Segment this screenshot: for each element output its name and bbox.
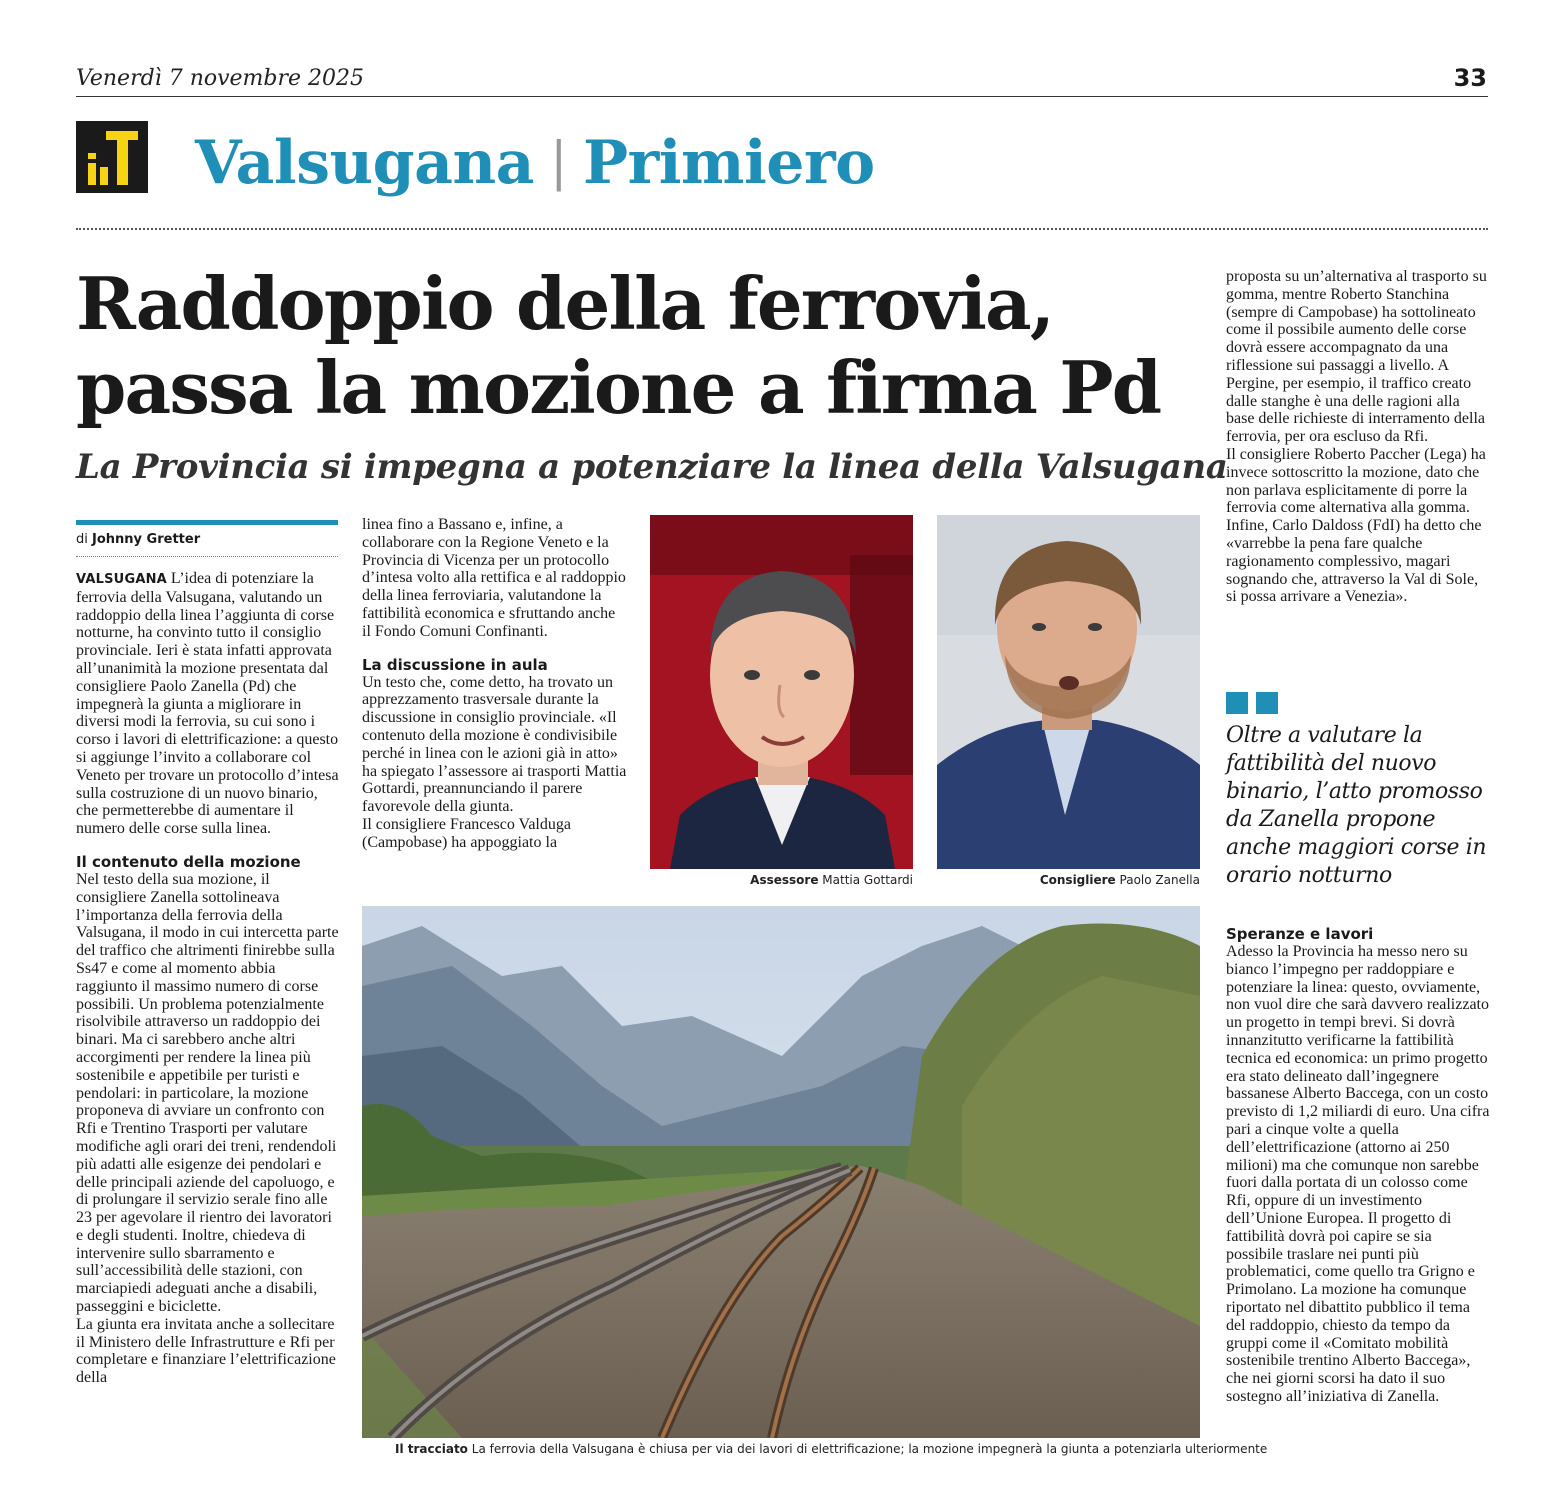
caption-label: Consigliere [1039,873,1116,887]
paragraph: Il consigliere Roberto Paccher (Lega) ha invece sottoscritto la mozione, dato che non parlava esplicitamente di porre la ferrovia come alternativa alla gomma. [1226,445,1486,517]
article-column-2 [362,516,627,852]
paragraph [76,570,340,838]
header-rule [76,96,1488,97]
photo-zanella [937,515,1200,869]
section-divider [76,228,1488,230]
caption-zanella [1040,873,1200,887]
paragraph: Nel testo della sua mozione, il consigliere Zanella sottolineava l’importanza della ferrovia della Valsugana, il modo in cui intercetta parte del traffico che altrimenti finirebbe sulla Ss47 e come al momento abbia raggiunto il massimo numero di corse possibili. Un problema potenzialmente risolvibile attraverso un raddoppio dei binari. Ma ci sarebbero anche altri accorgimenti per rendere la linea più sostenibile e appetibile per turisti e pendolari: in particolare, la mozione proponeva di avviare un confronto con Rfi e Trentino Trasporti per valutare modifiche agli orari dei treni, rendendoli più adatti alle esigenze dei pendolari e delle principali aziende del capoluogo, e di prolungare il servizio serale fino alle 23 per agevolare il rientro dei lavoratori e degli studenti. Inoltre, chiedeva di intervenire sullo sbarramento e sull’accessibilità delle stazioni, con marciapiedi adeguati anche a disabili, passeggini e biciclette. [76,870,339,1316]
subheading-contenuto: Il contenuto della mozione [76,852,301,871]
paragraph: Infine, Carlo Daldoss (FdI) ha detto che «varrebbe la pena fare qualche ragionamento complessivo, magari sognando che, attraverso la Val di Sole, si possa arrivare a Venezia». [1226,517,1482,606]
caption-gottardi [750,873,913,887]
page-number: 33 [1453,64,1487,92]
portrait-gottardi-illustration [650,515,913,869]
section-separator: | [549,132,567,192]
byline-prefix: di [76,532,88,547]
byline-bar [76,520,338,525]
paragraph: La giunta era invitata anche a sollecitare il Ministero delle Infrastrutture e Rfi per completare e finanziare l’elettrificazione della [76,1315,336,1387]
section-valsugana: Valsugana [195,128,534,198]
byline-divider [76,556,338,557]
pull-quote: Oltre a valutare la fattibilità del nuovo binario, l’atto promosso da Zanella propone anche maggiori corse in orario notturno [1226,723,1487,888]
paragraph: linea fino a Bassano e, infine, a collaborare con la Regione Veneto e la Provincia di Vicenza per un protocollo d’intesa volto alla rettifica e al raddoppio della linea ferroviaria, valutandone la fattibilità economica e sfruttando anche il Fondo Comuni Confinanti. [362,516,626,640]
kicker: VALSUGANA [76,572,167,587]
pull-quote-ornament [1226,692,1286,719]
headline [76,262,1206,430]
paragraph: Adesso la Provincia ha messo nero su bianco l’impegno per raddoppiare e potenziare la linea: questo, ovviamente, non vuol dire che sarà davvero realizzato un progetto in tempi brevi. Si dovrà innanzitutto verificarne la fattibilità tecnica ed economica: un primo progetto era stato delineato dall’ingegnere bassanese Alberto Baccega, con un costo previsto di 1,2 miliardi di euro. Una cifra pari a cinque volte a quella dell’elettrificazione (attorno ai 250 milioni) ma che comunque non sarebbe fuori dalla portata di un colosso come Rfi, oppure di un investimento dell’Unione Europea. Il progetto di fattibilità dovrà poi capire se sia possibile traslare nei punti più problematici, come quello tra Grigno e Primolano. La mozione ha comunque riportato nel dibattito pubblico il tema del raddoppio, chiesto da tempo da gruppi come il «Comitato mobilità sostenibile trentino Alberto Baccega», che nei giorni scorsi ha dato il suo sostegno all’iniziativa di Zanella. [1226,943,1490,1405]
headline-line-2: passa la mozione a firma Pd [76,345,1161,430]
newspaper-logo [76,121,148,193]
subheading-speranze: Speranze e lavori [1226,925,1374,943]
byline [76,532,200,547]
byline-author: Johnny Gretter [92,532,201,547]
paragraph: Un testo che, come detto, ha trovato un apprezzamento trasversale durante la discussione in consiglio provinciale. «Il contenuto della mozione è condivisibile perché in linea con le azioni già in atto» ha spiegato l’assessore ai trasporti Mattia Gottardi, preannunciando il parere favorevole della giunta. [362,673,627,816]
section-primiero: Primiero [582,128,875,198]
subheadline: La Provincia si impegna a potenziare la linea della Valsugana [76,447,1228,487]
portrait-zanella-illustration [937,515,1200,869]
caption-name: Paolo Zanella [1119,873,1200,887]
paragraph: proposta su un’alternativa al trasporto su gomma, mentre Roberto Stanchina (sempre di Campobase) ha sottolineato come il possibile aumento delle corse dovrà essere accompagnato da una riflessione sui passaggi a livello. A Pergine, per esempio, il traffico creato dalle stanghe è una delle ragioni alla base delle richieste di interramento della ferrovia, per ora escluso da Rfi. [1226,268,1487,446]
article-column-4-bottom [1226,926,1492,1406]
railway-landscape-illustration [362,906,1200,1438]
paragraph-text: L’idea di potenziare la ferrovia della Valsugana, valutando un raddoppio della linea l’aggiunta di corse notturne, ha convinto tutto il consiglio provinciale. Ieri è stata infatti approvata all’unanimità la mozione presentata dal consigliere Paolo Zanella (Pd) che impegnerà la giunta a migliorare in diversi modi la ferrovia, su cui sono i corso i lavori di elettrificazione: a questo si aggiunge l’invito a collaborare col Veneto per trovare un protocollo d’intesa sulla costruzione di un nuovo binario, che permetterebbe di aumentare il numero delle corse sulla linea. [76,570,339,838]
photo-railway [362,906,1200,1438]
caption-railway [395,1442,1267,1456]
paragraph: Il consigliere Francesco Valduga (Campobase) ha appoggiato la [362,815,571,851]
section-title [195,128,875,198]
caption-name: Mattia Gottardi [822,873,913,887]
square-ornament-1 [1226,692,1248,714]
square-ornament-2 [1256,692,1278,714]
subheading-discussione: La discussione in aula [362,655,548,674]
photo-gottardi [650,515,913,869]
article-column-1 [76,570,340,1387]
caption-label: Il tracciato [395,1442,468,1456]
caption-text: La ferrovia della Valsugana è chiusa per via dei lavori di elettrificazione; la mozione impegnerà la giunta a potenziarla ulteriormente [471,1442,1268,1456]
issue-date: Venerdì 7 novembre 2025 [76,66,365,91]
headline-line-1: Raddoppio della ferrovia, [76,261,1054,346]
article-column-4-top [1226,268,1492,606]
caption-label: Assessore [750,873,819,887]
